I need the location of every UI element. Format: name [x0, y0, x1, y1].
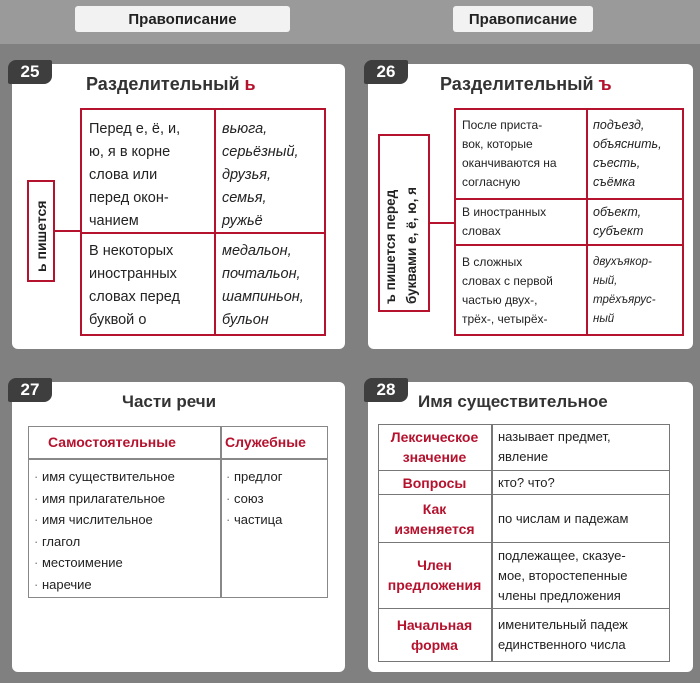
list-item: · глагол	[34, 531, 175, 553]
table-row: Член предложения подлежащее, сказуе- мое, второстепенные члены предложения	[378, 542, 670, 608]
list-item: · наречие	[34, 574, 175, 596]
card-26-title: Разделительный ъ	[440, 74, 612, 94]
card-27-title: Части речи	[122, 392, 217, 411]
card-27-col1-header: Самостоятельные	[48, 434, 176, 450]
card-28	[368, 382, 693, 672]
list-item: · имя числительное	[34, 509, 175, 531]
table-row: Как изменяется по числам и падежам	[378, 494, 670, 542]
card-26-rule-2: В иностранных словах	[462, 205, 547, 238]
list-item: · местоимение	[34, 552, 175, 574]
card-25-rule-1: Перед е, ё, и, ю, я в корне слова или перед окон- чанием	[89, 121, 181, 229]
list-item: · предлог	[226, 466, 282, 488]
header-right-title: Правописание	[453, 6, 593, 32]
card-26-examples-2: объект, субъект	[593, 205, 644, 238]
list-item: · частица	[226, 509, 282, 531]
card-25-side-label: ь пишется	[33, 200, 49, 272]
card-26-examples-1: подъезд, объяснить, съесть, съёмка	[593, 118, 662, 189]
card-26-side-label-line1: ъ пишется перед	[383, 189, 398, 304]
card-27	[12, 382, 345, 672]
card-26-side-label-line2: буквами е, ё, ю, я	[404, 186, 419, 304]
card-28-table	[378, 424, 670, 662]
card-26-examples-3: двухъякор- ный, трёхъярус- ный	[593, 256, 656, 325]
card-25-examples-1: вьюга, серьёзный, друзья, семья, ружьё	[222, 121, 299, 229]
card-28-title: Имя существительное	[418, 392, 608, 411]
card-26	[368, 64, 693, 349]
card-27-col1-list	[34, 466, 175, 595]
list-item: · союз	[226, 488, 282, 510]
list-item: · имя прилагательное	[34, 488, 175, 510]
card-25-rule-2: В некоторых иностранных словах перед буквой о	[89, 243, 181, 328]
card-25-number: 25	[8, 60, 52, 84]
top-bar	[0, 0, 700, 44]
list-item: · имя существительное	[34, 466, 175, 488]
card-26-number: 26	[364, 60, 408, 84]
card-28-number: 28	[364, 378, 408, 402]
card-26-rule-3: В сложных словах с первой частью двух-, трёх-, четырёх-	[462, 255, 553, 326]
card-27-number: 27	[8, 378, 52, 402]
table-row: Лексическое значение называет предмет, явление	[390, 429, 611, 465]
table-row: Начальная форма именительный падеж единственного числа	[378, 608, 670, 662]
card-26-rule-1: После приста- вок, которые оканчиваются на согласную	[462, 118, 557, 189]
card-25-examples-2: медальон, почтальон, шампиньон, бульон	[222, 243, 304, 328]
card-27-col2-header: Служебные	[225, 434, 306, 450]
card-27-col2-list	[226, 466, 282, 531]
card-25-title: Разделительный ь	[86, 74, 256, 94]
card-25	[12, 64, 345, 349]
header-left-title: Правописание	[75, 6, 290, 32]
table-row: Вопросы кто? что?	[378, 470, 670, 494]
